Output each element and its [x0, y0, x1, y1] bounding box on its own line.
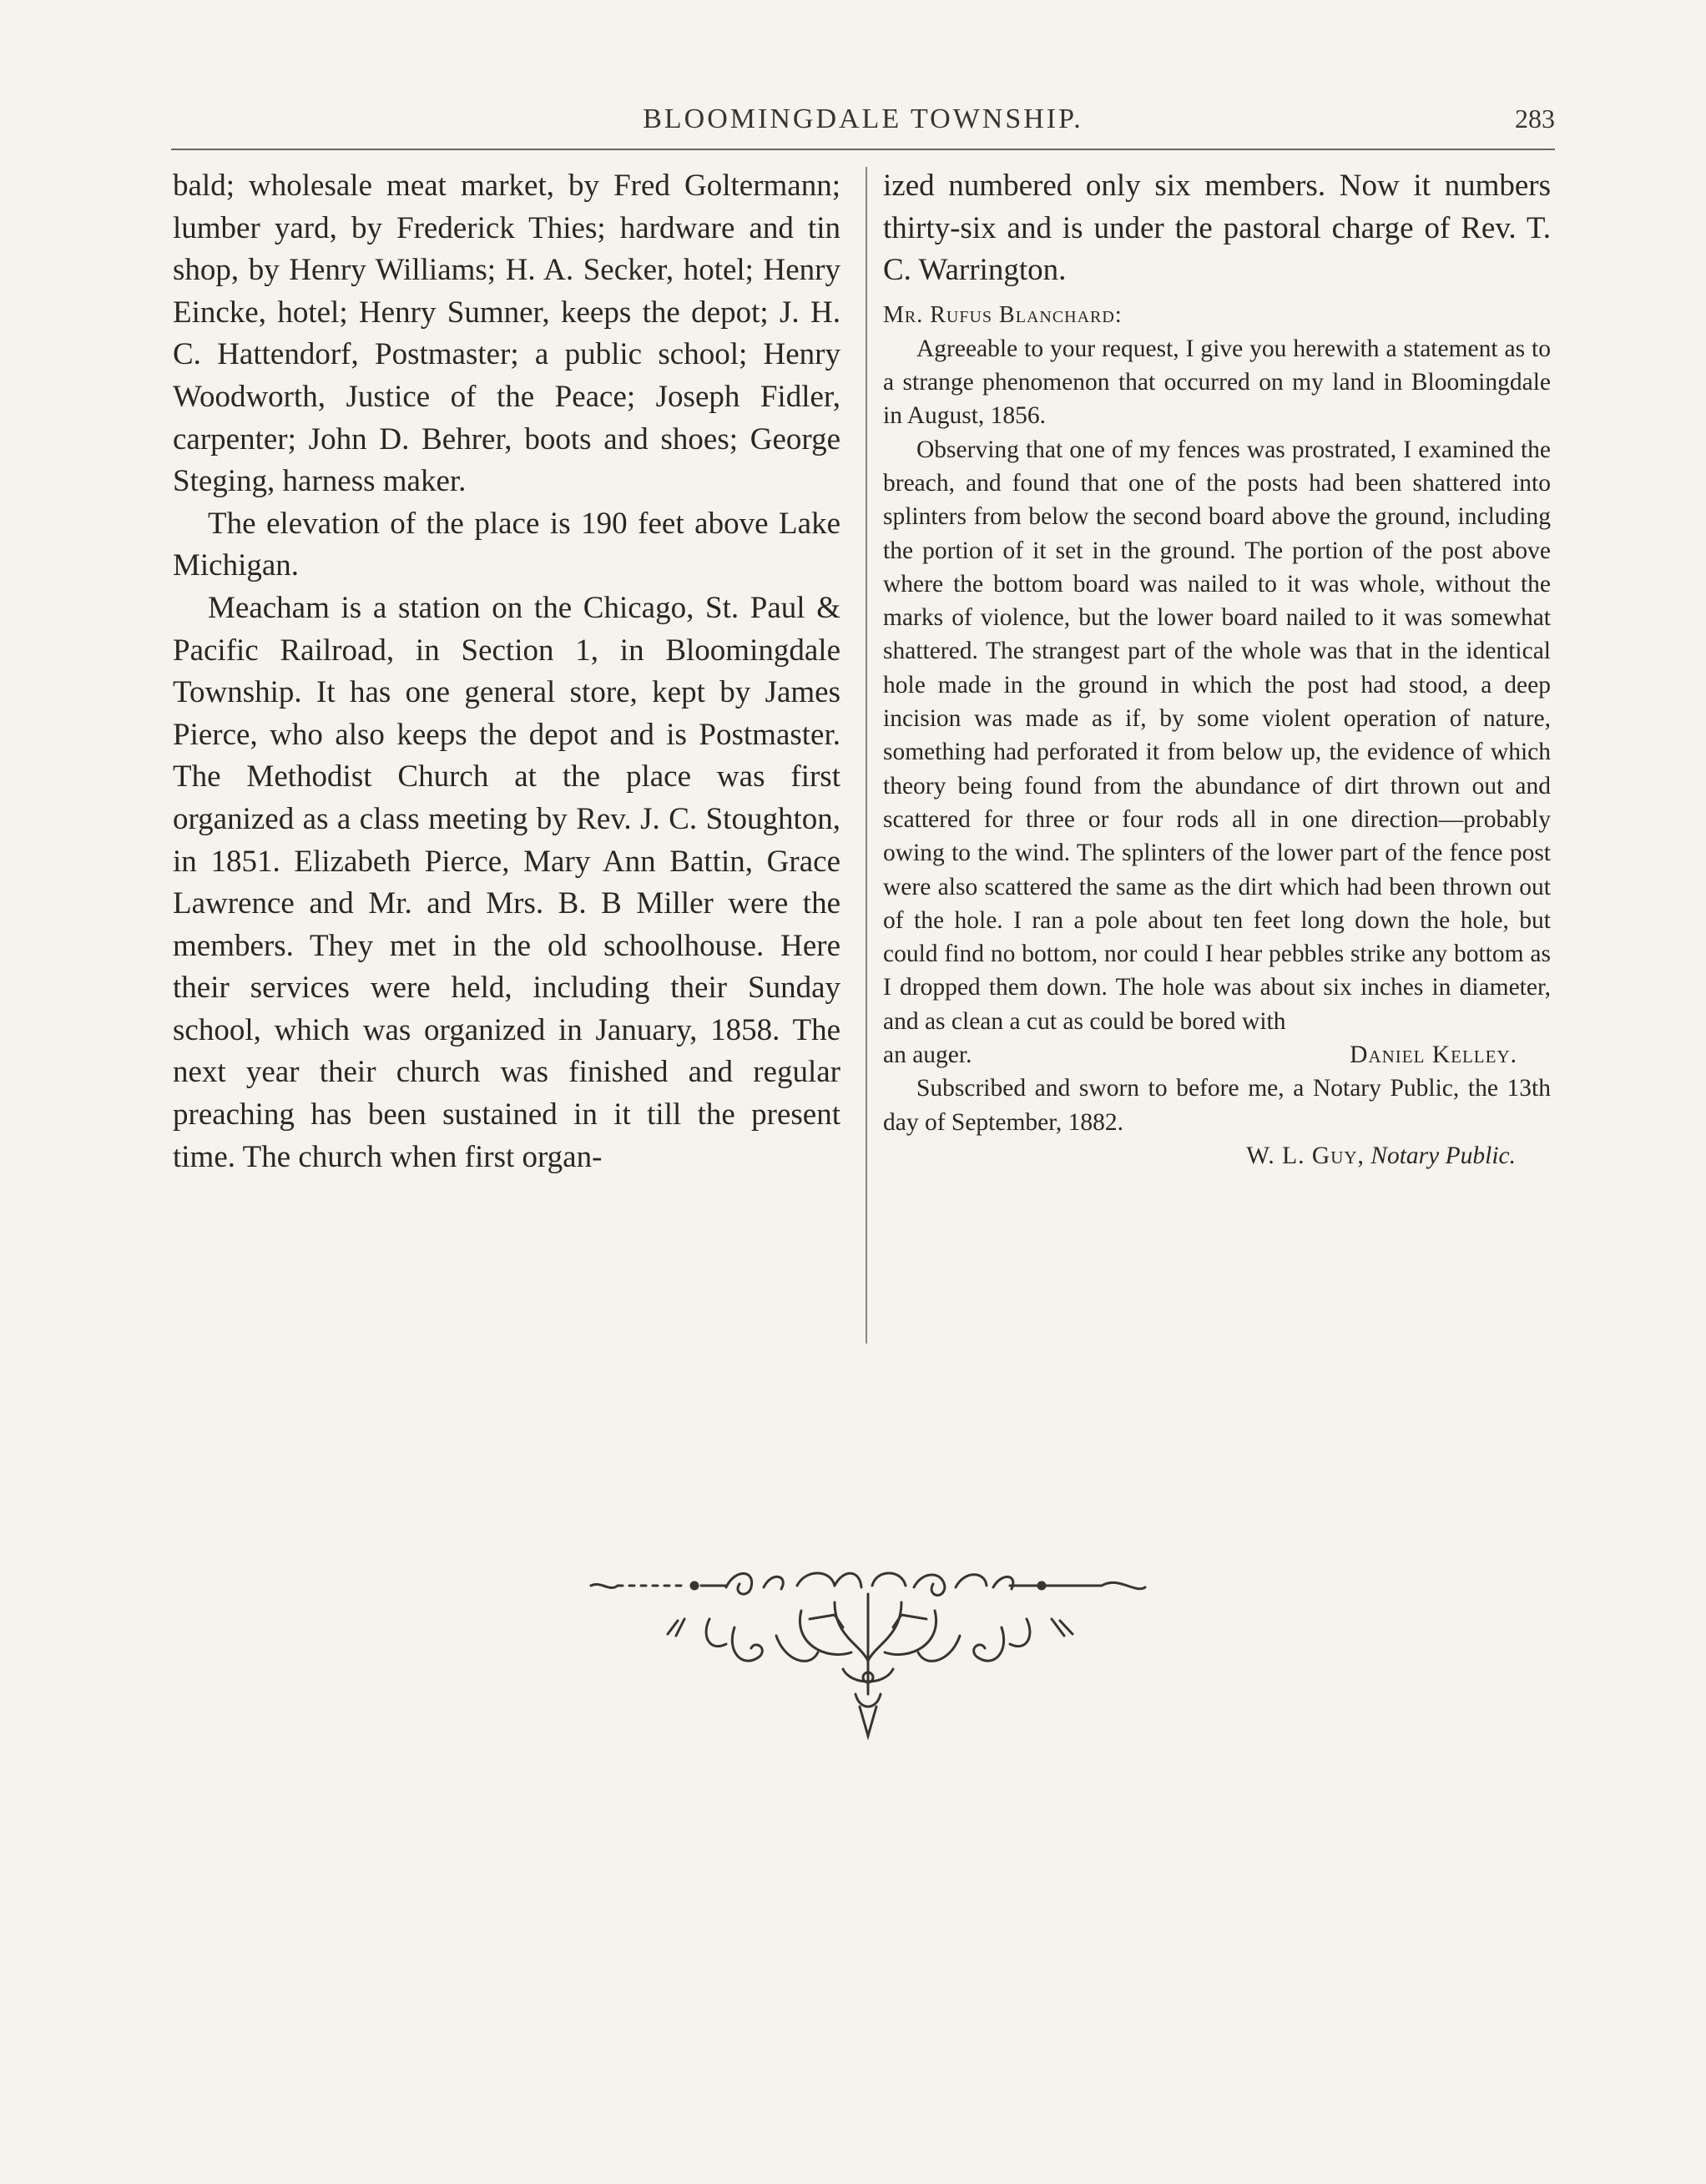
meacham-paragraph: Meacham is a station on the Chicago, St. Paul & Pacific Railroad, in Section 1, in Bloomingdale Township. It has one general store, kept by James Pierce, who also keeps the depot and is Postmaster. The Methodist Church at the place was first organized as a class meeting by Rev. J. C. Stoughton, in 1851. Elizabeth Pierce, Mary Ann Battin, Grace Lawrence and Mr. and Mrs. B. B Miller were the members. They met in the old schoolhouse. Here their services were held, including their Sunday school, which was organized in January, 1858. The next year their church was finished and regular preaching has been sustained in it till the present time. The church when first organ-	[173, 590, 840, 1174]
elevation-paragraph: The elevation of the place is 190 feet above Lake Michigan.	[173, 506, 840, 583]
notary-name: W. L. Guy,	[1246, 1142, 1365, 1169]
notary-statement: Subscribed and sworn to before me, a Notary Public, the 13th day of September, 1882.	[883, 1075, 1551, 1136]
floral-tailpiece-ornament-icon	[584, 1569, 1152, 1744]
running-title: BLOOMINGDALE TOWNSHIP.	[643, 103, 1083, 134]
letter-closing-line	[883, 1038, 1551, 1072]
left-column	[173, 165, 840, 1178]
letter-paragraph-2: Observing that one of my fences was prostrated, I examined the breach, and found that one of the posts had been shattered into splinters from below the second board above the ground, including the portion of it set in the ground. The portion of the post above where the bottom board was nailed to it was whole, without the marks of violence, but the lower board nailed to it was somewhat shattered. The strangest part of the whole was that in the identical hole made in the ground in which the post had stood, a deep incision was made as if, by some violent operation of nature, something had perforated it from below up, the evidence of which theory being found from the abundance of dirt thrown out and scattered for three or four rods all in one direction—probably owing to the wind. The splinters of the lower part of the fence post were also scattered the same as the dirt which had been thrown out of the hole. I ran a pole about ten feet long down the hole, but could find no bottom, nor could I hear pebbles strike any bottom as I dropped them down. The hole was about six inches in diameter, and as clean a cut as could be bored with	[883, 436, 1551, 1035]
letter-paragraph-1: Agreeable to your request, I give you herewith a statement as to a strange phenomenon that occurred on my land in Bloomingdale in August, 1856.	[883, 335, 1551, 430]
letter-salutation: Mr. Rufus Blanchard:	[883, 301, 1123, 328]
letter-signature: Daniel Kelley.	[1350, 1042, 1517, 1069]
column-divider	[866, 167, 867, 1344]
right-column	[883, 165, 1551, 1173]
notary-title: Notary Public.	[1370, 1142, 1516, 1169]
business-list-paragraph: bald; wholesale meat market, by Fred Goltermann; lumber yard, by Frederick Thies; hardware and tin shop, by Henry Williams; H. A. Secker, hotel; Henry Eincke, hotel; Henry Sumner, keeps the depot; J. H. C. Hattendorf, Postmaster; a public school; Henry Woodworth, Justice of the Peace; Joseph Fidler, carpenter; John D. Behrer, boots and shoes; George Steging, harness maker.	[173, 169, 840, 499]
letter-last-words: an auger.	[883, 1042, 972, 1069]
page-header	[171, 102, 1555, 150]
page-number: 283	[1515, 103, 1555, 134]
notary-signature	[883, 1139, 1551, 1173]
continuation-paragraph: ized numbered only six members. Now it numbers thirty-six and is under the pastoral charge of Rev. T. C. Warrington.	[883, 169, 1551, 288]
